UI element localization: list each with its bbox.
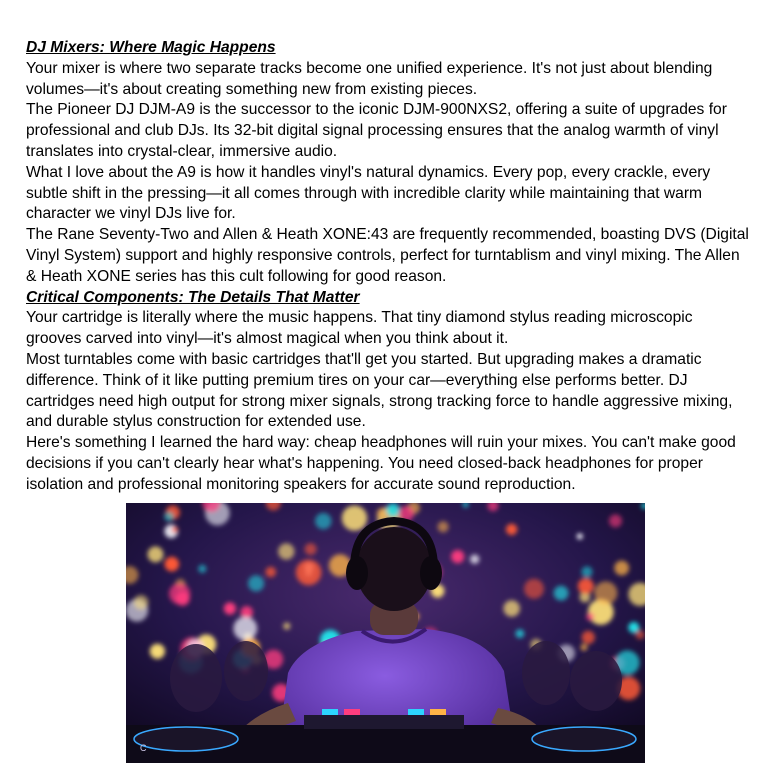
bokeh-light xyxy=(594,581,617,604)
bokeh-light xyxy=(266,567,277,578)
bokeh-light xyxy=(165,557,180,572)
bokeh-light xyxy=(554,586,569,601)
paragraph: Your cartridge is literally where the music happens. That tiny diamond stylus reading microscopic grooves carved into vinyl—it's almost magical when you think about it. xyxy=(26,309,693,348)
bokeh-light xyxy=(506,524,517,535)
bokeh-light xyxy=(148,546,164,562)
bokeh-light xyxy=(233,617,257,641)
article xyxy=(26,38,750,496)
bokeh-light xyxy=(577,533,583,539)
paragraph: What I love about the A9 is how it handles vinyl's natural dynamics. Every pop, every crackle, every subtle shift in the pressing—it all comes through with incredible clarity while maintaining that warm character we vinyl DJs live for. xyxy=(26,163,711,223)
bokeh-light xyxy=(150,644,165,659)
bokeh-light xyxy=(283,623,290,630)
bokeh-light xyxy=(278,543,294,559)
bokeh-light xyxy=(586,613,594,621)
bokeh-light xyxy=(134,595,149,610)
bokeh-light xyxy=(503,600,520,617)
section-heading-dj-mixers: DJ Mixers: Where Magic Happens xyxy=(26,39,276,56)
bokeh-light xyxy=(438,521,449,532)
deck-logo: C xyxy=(140,743,147,753)
headphones-right-cup xyxy=(420,556,442,590)
paragraph: Here's something I learned the hard way: cheap headphones will ruin your mixes. You can't make good decisions if you can't clearly hear what's happening. You need closed-back headphones for proper isolation and professional monitoring speakers for accurate sound reproduction. xyxy=(26,434,736,493)
bokeh-light xyxy=(628,622,639,633)
bokeh-light xyxy=(581,644,588,651)
bokeh-light xyxy=(305,543,317,555)
bokeh-light xyxy=(224,602,236,614)
section-heading-critical-components: Critical Components: The Details That Matter xyxy=(26,288,360,306)
bokeh-light xyxy=(609,514,622,527)
bokeh-light xyxy=(172,527,178,533)
bokeh-light xyxy=(524,579,544,599)
dj-photo xyxy=(126,503,645,763)
headphones-left-cup xyxy=(346,556,368,590)
bokeh-light xyxy=(169,583,190,604)
paragraph: Most turntables come with basic cartridges that'll get you started. But upgrading makes a dramatic difference. Think of it like putting premium tires on your car—everything else performs better. DJ cartridges need high output for strong mixer signals, strong tracking force to handle aggressive mixing, and durable stylus construction for extended use. xyxy=(26,350,733,431)
bokeh-light xyxy=(582,631,595,644)
paragraph: The Pioneer DJ DJM-A9 is the successor to the iconic DJM-900NXS2, offering a suite of upgrades for professional and club DJs. Its 32-bit digital signal processing ensures that the analog warmth of vinyl translates into crystal-clear, immersive audio. xyxy=(26,101,727,160)
bokeh-light xyxy=(342,505,367,530)
bokeh-light xyxy=(198,565,206,573)
bokeh-light xyxy=(516,629,525,638)
bokeh-light xyxy=(470,555,479,564)
bokeh-light xyxy=(315,513,331,529)
paragraph: The Rane Seventy-Two and Allen & Heath XONE:43 are frequently recommended, boasting DVS (Digital Vinyl System) support and highly responsive controls, perfect for turntablism and vinyl mixing. The Allen & Heath XONE series has this cult following for good reason. xyxy=(26,226,749,285)
bokeh-light xyxy=(296,560,322,586)
bokeh-light xyxy=(614,561,629,576)
paragraph: Your mixer is where two separate tracks become one unified experience. It's not just about blending volumes—it's about creating something new from existing pieces. xyxy=(26,59,713,98)
bokeh-light xyxy=(582,566,593,577)
bokeh-light xyxy=(248,575,264,591)
bokeh-light xyxy=(578,578,594,594)
bokeh-light xyxy=(451,550,464,563)
bokeh-light xyxy=(164,512,174,522)
bokeh-light xyxy=(386,503,400,517)
